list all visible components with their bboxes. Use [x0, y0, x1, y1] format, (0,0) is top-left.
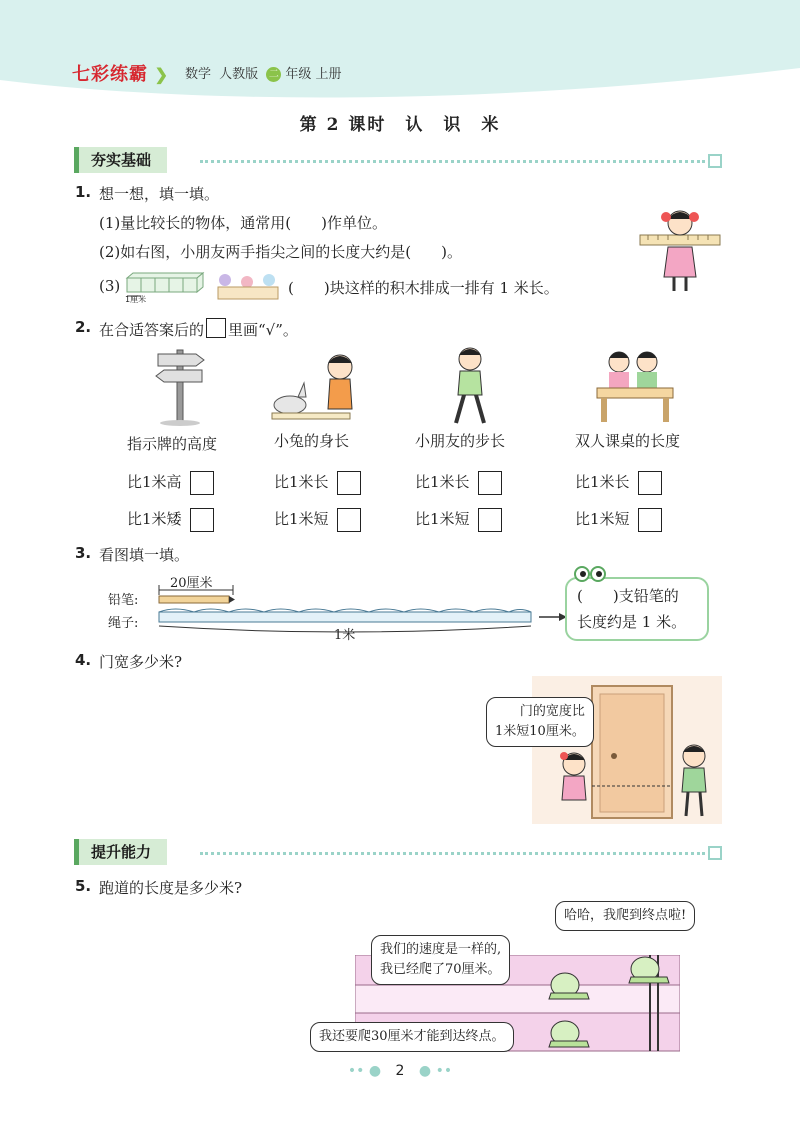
- subject-label: 数学: [185, 67, 212, 82]
- header-subject: [185, 63, 341, 82]
- check-box[interactable]: [478, 471, 502, 495]
- page-number-value: 2: [395, 1063, 405, 1079]
- pencil-label: 铅笔:: [108, 593, 139, 608]
- q2-option: [415, 508, 502, 532]
- q1-part3-text: ( )块这样的积木排成一排有 1 米长。: [288, 279, 559, 297]
- q5-stem: 跑道的长度是多少米?: [99, 879, 243, 897]
- option-label: 比1米长: [415, 473, 470, 491]
- q1-part3-prefix: (3): [99, 277, 121, 295]
- q2-option: [575, 508, 662, 532]
- q3-stem: 看图填一填。: [99, 546, 190, 564]
- q2-stem-a: 在合适答案后的: [99, 321, 205, 339]
- q1-part2: (2)如右图，小朋友两手指尖之间的长度大约是( )。: [99, 243, 462, 261]
- option-label: 比1米矮: [127, 510, 182, 528]
- q2-number: 2.: [75, 318, 92, 336]
- q2-option: [575, 471, 662, 495]
- q3-answer-bubble: [565, 577, 709, 641]
- q2-label-step: 小朋友的步长: [415, 432, 506, 450]
- double-desk-illustration: [595, 346, 675, 426]
- option-label: 比1米短: [415, 510, 470, 528]
- option-label: 比1米长: [575, 473, 630, 491]
- q3-number: 3.: [75, 544, 92, 562]
- check-box[interactable]: [478, 508, 502, 532]
- edition-label: 人教版: [219, 67, 259, 82]
- pencil-rope-diagram: [155, 576, 575, 640]
- check-box[interactable]: [190, 471, 214, 495]
- q3-answer-line2: 长度约是 1 米。: [577, 613, 687, 631]
- check-box[interactable]: [638, 508, 662, 532]
- q5-bubble-mid-line2: 我已经爬了70厘米。: [380, 962, 501, 977]
- section-end-marker: [708, 154, 722, 168]
- q4-bubble-line1: 门的宽度比: [519, 704, 585, 719]
- q5-bubble-bottom: 我还要爬30厘米才能到达终点。: [310, 1022, 514, 1052]
- q5-bubble-mid: [371, 935, 510, 985]
- q3-answer-line1: ( )支铅笔的: [577, 587, 679, 605]
- q2-stem-b: 里画“√”。: [228, 321, 298, 339]
- option-label: 比1米高: [127, 473, 182, 491]
- q1-stem: 想一想，填一填。: [99, 185, 220, 203]
- q2-label-rabbit: 小兔的身长: [274, 432, 350, 450]
- section-advanced: 提升能力: [74, 839, 167, 865]
- section-end-marker: [708, 846, 722, 860]
- q1-part1: (1)量比较长的物体，通常用( )作单位。: [99, 214, 387, 232]
- brand-logo: 七彩练霸 ❯: [72, 64, 169, 85]
- page-number: •• ● 2 ● ••: [347, 1063, 453, 1079]
- grade-label: 年级 上册: [285, 67, 342, 82]
- option-label: 比1米短: [274, 510, 329, 528]
- rabbit-illustration: [268, 347, 363, 427]
- q2-label-desk: 双人课桌的长度: [575, 432, 681, 450]
- q4-bubble-line2: 1米短10厘米。: [495, 724, 585, 739]
- check-box[interactable]: [190, 508, 214, 532]
- check-box[interactable]: [337, 508, 361, 532]
- q5-bubble-top: 哈哈，我爬到终点啦!: [555, 901, 695, 931]
- section-basics: 夯实基础: [74, 147, 167, 173]
- q2-stem: [99, 318, 298, 340]
- option-label: 比1米长: [274, 473, 329, 491]
- pencil-length-label: 20厘米: [170, 576, 213, 591]
- rope-length-label: 1米: [334, 628, 356, 643]
- q5-number: 5.: [75, 877, 92, 895]
- signpost-illustration: [150, 346, 210, 426]
- q2-option: [274, 508, 361, 532]
- rope-label: 绳子:: [108, 616, 139, 631]
- q2-option: [274, 471, 361, 495]
- lesson-title: 第 2 课时 认 识 米: [299, 115, 501, 135]
- eyes-icon: [573, 565, 609, 583]
- q4-speech-bubble: [486, 697, 594, 747]
- q4-number: 4.: [75, 651, 92, 669]
- q2-option: [415, 471, 502, 495]
- grade-number: 二: [266, 67, 281, 82]
- option-label: 比1米短: [575, 510, 630, 528]
- inline-box-icon: [206, 318, 226, 338]
- section-divider: [200, 160, 705, 163]
- cubes-and-animals-illustration: [125, 270, 285, 306]
- check-box[interactable]: [337, 471, 361, 495]
- q2-label-sign: 指示牌的高度: [127, 435, 218, 453]
- check-box[interactable]: [638, 471, 662, 495]
- section-divider: [200, 852, 705, 855]
- q1-number: 1.: [75, 183, 92, 201]
- child-walking-illustration: [440, 345, 500, 427]
- q5-bubble-mid-line1: 我们的速度是一样的,: [380, 942, 502, 957]
- q2-option: [127, 471, 214, 495]
- q4-stem: 门宽多少米?: [99, 653, 183, 671]
- girl-measuring-illustration: [638, 205, 723, 295]
- q2-option: [127, 508, 214, 532]
- cube-label: 1厘米: [125, 295, 147, 304]
